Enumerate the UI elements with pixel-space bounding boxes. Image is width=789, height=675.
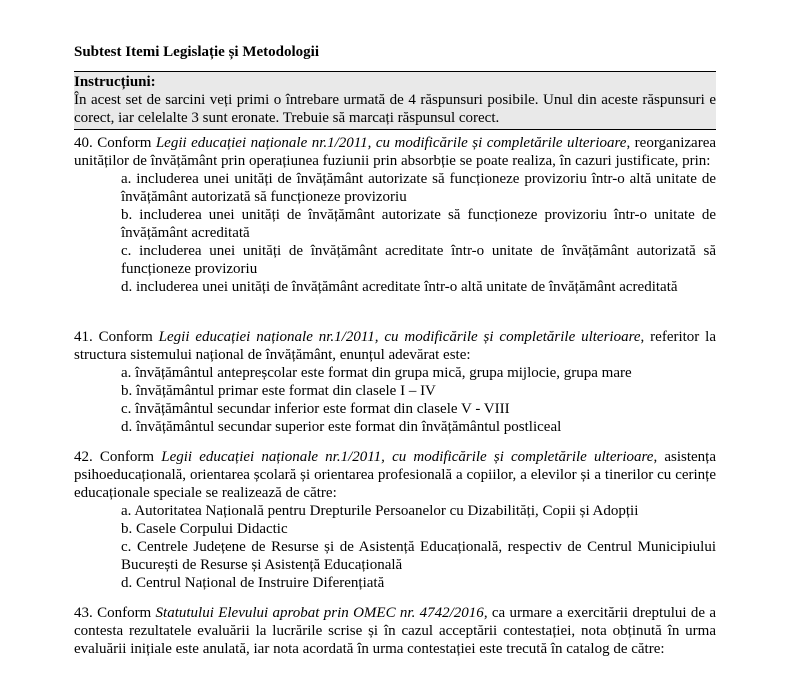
option-c[interactable]: c. includerea unei unități de învățământ acreditate într-o unitate de învățământ autorizată să funcționeze provizoriu <box>121 243 716 277</box>
question-43 <box>74 604 716 658</box>
option-a[interactable]: a. învățământul antepreșcolar este format din grupa mică, grupa mijlocie, grupa mare <box>121 365 632 381</box>
option-list <box>121 502 716 592</box>
question-41 <box>74 328 716 436</box>
option-list <box>121 170 716 296</box>
option-b[interactable]: b. includerea unei unități de învățământ autorizate să funcționeze provizoriu într-o unitate de învățământ acreditată <box>121 207 716 241</box>
question-lead: 41. Conform <box>74 329 159 345</box>
question-tail: , ca urmare a exercitării dreptului de a contesta rezultatele evaluării la lucrările scrise și în cazul acceptării contestației, nota obținută în urma evaluării inițiale este anulată, iar nota acordată în urma contestației este trecută în catalog de către: <box>74 605 716 657</box>
question-source: Legii educației naționale nr.1/2011, cu modificările și completările ulterioare <box>155 135 627 151</box>
question-source: Legii educației naționale nr.1/2011, cu modificările și completările ulterioare <box>161 449 654 465</box>
instructions-box <box>74 71 716 130</box>
question-source: Legii educației naționale nr.1/2011, cu modificările și completările ulterioare <box>158 329 641 345</box>
option-c[interactable]: c. învățământul secundar inferior este format din clasele V - VIII <box>121 401 510 417</box>
option-a[interactable]: a. includerea unei unități de învățământ autorizate să funcționeze provizoriu într-o altă unitate de învățământ autorizată să funcționeze provizoriu <box>121 171 716 205</box>
option-c[interactable]: c. Centrele Județene de Resurse și de Asistență Educațională, respectiv de Centrul Municipiului București de Resurse și Asistență Educațională <box>121 539 716 573</box>
question-stem <box>74 604 716 658</box>
question-lead: 40. Conform <box>74 135 156 151</box>
section-title: Subtest Itemi Legislație și Metodologii <box>74 44 319 60</box>
question-tail: , referitor la structura sistemului național de învățământ, enunțul adevărat este: <box>74 329 716 363</box>
instructions-text: În acest set de sarcini veți primi o întrebare urmată de 4 răspunsuri posibile. Unul din aceste răspunsuri e corect, iar celelalte 3 sunt eronate. Trebuie să marcați răspunsul corect. <box>74 92 716 126</box>
option-b[interactable]: b. învățământul primar este format din clasele I – IV <box>121 383 436 399</box>
option-a[interactable]: a. Autoritatea Națională pentru Drepturile Persoanelor cu Dizabilități, Copii și Adopții <box>121 503 639 519</box>
question-stem <box>74 448 716 502</box>
question-source: Statutului Elevului aprobat prin OMEC nr. 4742/2016 <box>155 605 484 621</box>
question-tail: , reorganizarea unităților de învățământ prin operațiunea fuziunii prin absorbție se poate realiza, în cazuri justificate, prin: <box>74 135 717 169</box>
instructions-heading: Instrucțiuni: <box>74 74 156 90</box>
question-40 <box>74 134 716 296</box>
question-42 <box>74 448 716 592</box>
option-d[interactable]: d. învățământul secundar superior este format din învățământul postliceal <box>121 419 562 435</box>
option-list <box>121 364 716 436</box>
question-stem <box>74 328 716 364</box>
question-lead: 43. Conform <box>74 605 156 621</box>
question-lead: 42. Conform <box>74 449 162 465</box>
question-tail: , asistența psihoeducațională, orientarea școlară și orientarea profesională a copiilor, a elevilor și a tinerilor cu cerințe educaționale speciale se realizează de către: <box>74 449 716 501</box>
question-stem <box>74 134 716 170</box>
option-d[interactable]: d. includerea unei unități de învățământ acreditate într-o altă unitate de învățământ acreditată <box>121 279 678 295</box>
option-b[interactable]: b. Casele Corpului Didactic <box>121 521 288 537</box>
option-d[interactable]: d. Centrul Național de Instruire Diferențiată <box>121 575 385 591</box>
